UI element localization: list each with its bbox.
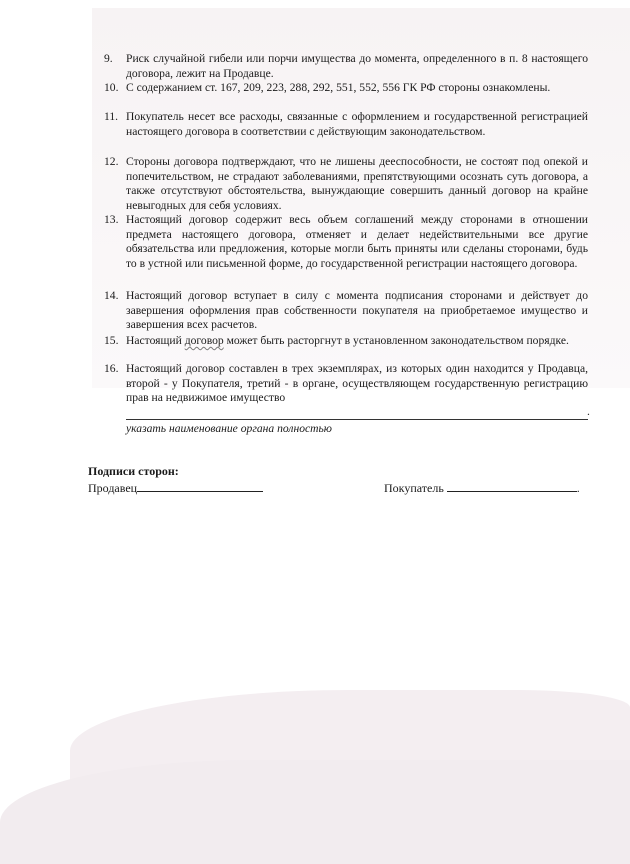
clause-text [126, 334, 588, 349]
clause-number: 16. [104, 362, 119, 375]
seller-signature [88, 481, 263, 496]
clause-15 [104, 334, 588, 349]
clause-number: 9. [104, 52, 113, 65]
clause-11 [104, 110, 588, 139]
clause-10 [104, 81, 588, 96]
seller-label: Продавец [88, 481, 138, 495]
clause-number: 12. [104, 155, 119, 168]
clause-number: 13. [104, 213, 119, 226]
clause-text: Покупатель несет все расходы, связанные с оформлением и государственной регистрацией настоящего договора в соответствии с действующим законодательством. [126, 110, 588, 138]
clause-9 [104, 52, 588, 81]
clause-text-part: Настоящий [126, 334, 185, 347]
spellcheck-marked-word: договор [184, 334, 224, 347]
clause-text: Настоящий договор вступает в силу с момента подписания сторонами и действует до завершения оформления прав собственности покупателя на приобретаемое имущество и завершения всех расчетов. [126, 289, 588, 331]
clause-text-part: может быть расторгнут в установленном законодательством порядке. [223, 334, 569, 347]
registration-authority-blank-line [126, 419, 588, 420]
registration-authority-hint: указать наименование органа полностью [126, 422, 332, 435]
clause-text: С содержанием ст. 167, 209, 223, 288, 292, 551, 552, 556 ГК РФ стороны ознакомлены. [126, 81, 551, 94]
buyer-signature [384, 481, 580, 496]
clause-number: 10. [104, 81, 119, 94]
clause-number: 14. [104, 289, 119, 302]
buyer-label: Покупатель [384, 481, 444, 495]
clause-text: Стороны договора подтверждают, что не лишены дееспособности, не состоят под опекой и попечительством, не страдают заболеваниями, препятствующими осознать суть договора, а также отсутствуют обстоятельства, вынуждающие совершить данный договор на крайне невыгодных для себя условиях. [126, 155, 588, 212]
clause-text: Настоящий договор содержит весь объем соглашений между сторонами в отношении предмета настоящего договора, отменяет и делает недействительными все другие обязательства или предложения, которые могли быть приняты или сделаны сторонами, будь то в устной или письменной форме, до государственной регистрации настоящего договора. [126, 213, 588, 270]
clause-12 [104, 155, 588, 213]
registration-line-end: . [587, 405, 590, 418]
clause-number: 15. [104, 334, 119, 347]
seller-signature-line [137, 481, 263, 492]
buyer-signature-line [447, 481, 577, 492]
clause-text: Риск случайной гибели или порчи имущества до момента, определенного в п. 8 настоящего договора, лежит на Продавце. [126, 52, 588, 80]
clause-16 [104, 362, 588, 406]
clause-text: Настоящий договор составлен в трех экземплярах, из которых один находится у Продавца, второй - у Покупателя, третий - в органе, осуществляющем государственную регистрацию прав на недвижимое имущество [126, 362, 588, 404]
clause-13 [104, 213, 588, 271]
clause-number: 11. [104, 110, 119, 123]
buyer-signature-end: . [576, 481, 580, 495]
signatures-title: Подписи сторон: [88, 464, 179, 478]
clause-14 [104, 289, 588, 333]
